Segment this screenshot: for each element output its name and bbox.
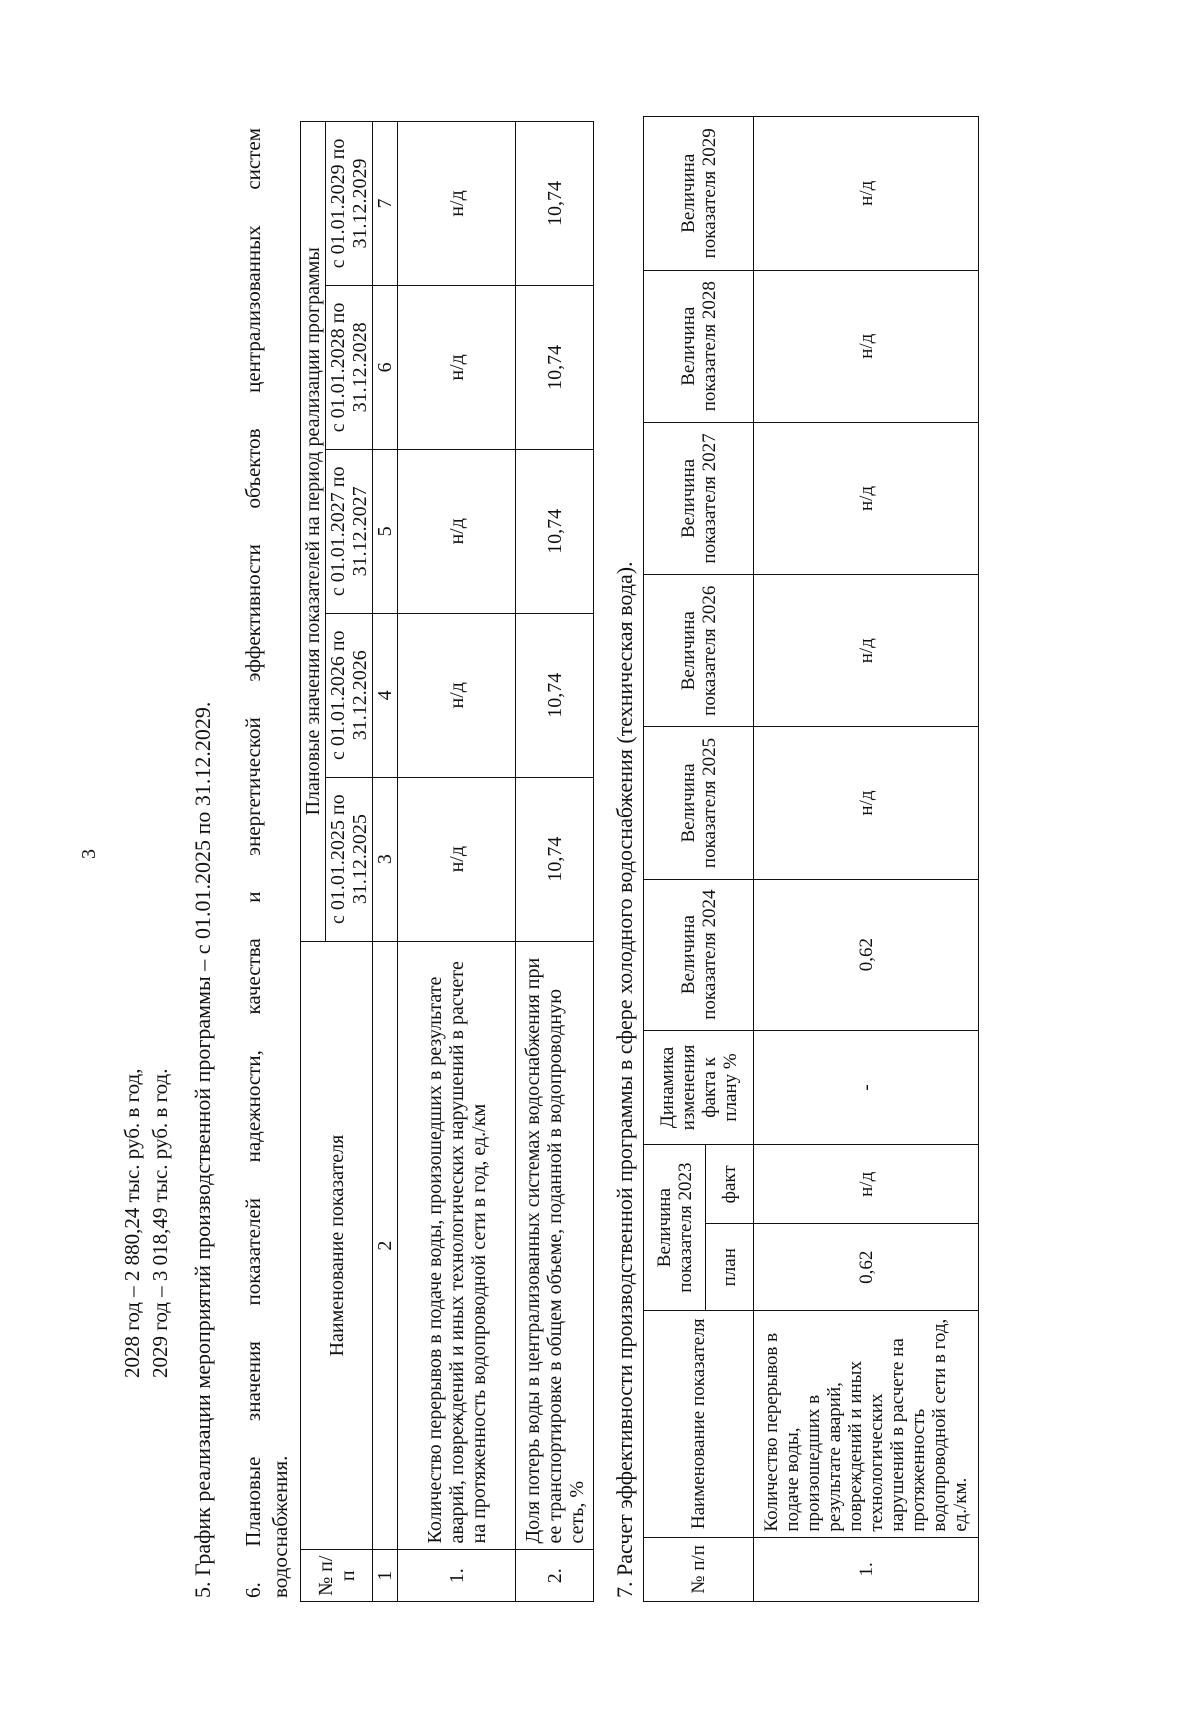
table6-header-period: с 01.01.2025 по 31.12.2025 [326,777,373,941]
table7-header-year: Величина показателя 2024 [644,879,754,1030]
table6-col-number: 1 [373,1550,398,1602]
table7-header-year: Величина показателя 2028 [644,270,754,422]
table6-cell: н/д [398,122,516,286]
table-row [516,122,594,1602]
table7-row-num: 1. [754,1537,979,1601]
table7-cell-year: н/д [754,575,979,727]
table7-cell-fact: н/д [754,1145,979,1224]
table7-row-name: Количество перерывов в подаче воды, произошедших в результате аварий, повреждений и иных технологических нарушений в расчете на протяженность водопроводной сети в год, ед./км. [754,1311,979,1538]
table6-cell: н/д [398,777,516,941]
table6-cell: 10,74 [516,285,594,449]
table7-header-year: Величина показателя 2027 [644,422,754,574]
table6-cell: н/д [398,449,516,613]
table6-header-period: с 01.01.2027 по 31.12.2027 [326,449,373,613]
table6-header-period: с 01.01.2026 по 31.12.2026 [326,613,373,777]
table-row [754,117,979,1602]
table6-col-number: 2 [373,941,398,1550]
table7-header-dynamics: Динамика изменения факта к плану % [644,1030,754,1145]
table6-col-number: 3 [373,777,398,941]
table7-cell-year: н/д [754,727,979,879]
table6-row-num: 1. [398,1550,516,1602]
table7-header-fact: факт [706,1145,754,1224]
section-7-heading: 7. Расчет эффективности производственной программы в сфере холодного водоснабжения (техническая вода). [612,561,637,1598]
section-6-heading [240,128,294,1598]
table6-col-number: 5 [373,449,398,613]
table6-col-number: 7 [373,122,398,286]
table7-header-2023: Величина показателя 2023 [644,1145,706,1311]
table6-column-numbers [373,122,398,1602]
amount-line-2028: 2028 год – 2 880,24 тыс. руб. в год, [120,1068,144,1378]
efficiency-calculation-table [643,116,979,1602]
table7-cell-year: н/д [754,117,979,271]
section-6-line-1: 6. Плановые значения показателей надежности, качества и энергетической эффективности объектов централизованных систем [241,128,265,1598]
table6-header-group: Плановые значения показателей на период реализации программы [301,122,326,942]
table7-cell-year: н/д [754,422,979,574]
table6-col-number: 4 [373,613,398,777]
table-row [398,122,516,1602]
table6-header-period: с 01.01.2028 по 31.12.2028 [326,285,373,449]
table6-cell: 10,74 [516,613,594,777]
section-5-heading: 5. График реализации мероприятий производственной программы – с 01.01.2025 по 31.12.2029. [190,701,215,1598]
table6-cell: 10,74 [516,122,594,286]
planned-indicators-table [300,121,594,1602]
table7-header-year: Величина показателя 2026 [644,575,754,727]
table6-col-number: 6 [373,285,398,449]
table6-cell: 10,74 [516,449,594,613]
table6-row-name: Количество перерывов в подаче воды, произошедших в результате аварий, повреждений и иных технологических нарушений в расчете на протяженность водопроводной сети в год, ед./км [398,941,516,1550]
table6-cell: 10,74 [516,777,594,941]
table7-header-num: № п/п [644,1537,754,1601]
table6-header-num: № п/п [301,1550,373,1602]
table7-cell-plan: 0,62 [754,1224,979,1311]
page-number: 3 [78,849,100,859]
section-6-line-2: водоснабжения. [268,1455,292,1598]
table7-header-year: Величина показателя 2025 [644,727,754,879]
table7-cell-dynamics: - [754,1030,979,1145]
table7-header-plan: план [706,1224,754,1311]
table7-header-name: Наименование показателя [644,1311,754,1538]
table6-row-name: Доля потерь воды в централизованных системах водоснабжения при ее транспортировке в общем объеме, поданной в водопроводную сеть, % [516,941,594,1550]
table7-header-year: Величина показателя 2029 [644,117,754,271]
amount-line-2029: 2029 год – 3 018,49 тыс. руб. в год. [148,1068,172,1378]
table6-cell: н/д [398,613,516,777]
table7-cell-year: 0,62 [754,879,979,1030]
table6-cell: н/д [398,285,516,449]
table7-cell-year: н/д [754,270,979,422]
table6-header-name: Наименование показателя [301,941,373,1550]
table6-row-num: 2. [516,1550,594,1602]
table6-header-period: с 01.01.2029 по 31.12.2029 [326,122,373,286]
